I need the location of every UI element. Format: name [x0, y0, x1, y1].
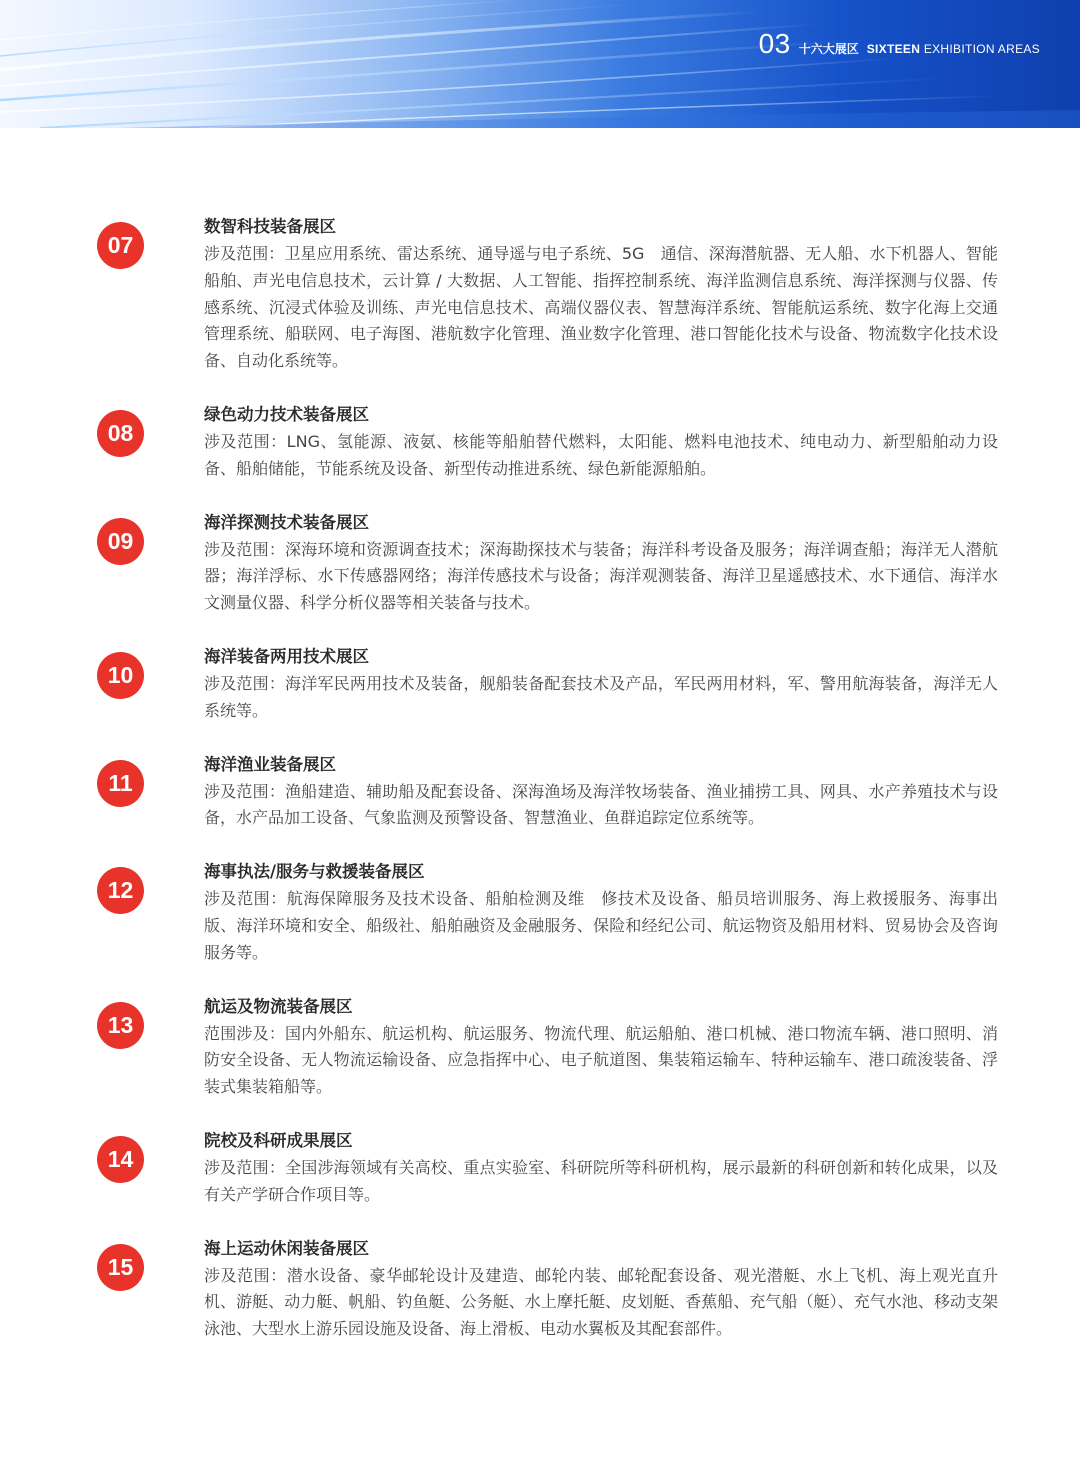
- area-title: 数智科技装备展区: [204, 217, 336, 236]
- section-title-en-rest: EXHIBITION AREAS: [920, 42, 1040, 56]
- exhibition-area-11: [0, 752, 1080, 833]
- light-streaks-graphic: [0, 0, 1080, 128]
- area-content: [204, 214, 998, 375]
- exhibition-area-09: [0, 510, 1080, 617]
- section-title-cn: 十六大展区: [798, 42, 859, 56]
- exhibition-area-10: [0, 644, 1080, 725]
- area-number-badge: 11: [97, 760, 144, 807]
- area-title: 院校及科研成果展区: [204, 1130, 353, 1150]
- area-number-badge: 14: [97, 1136, 144, 1183]
- area-content: [204, 994, 998, 1101]
- section-number: 03: [758, 28, 791, 59]
- area-content: [204, 644, 998, 725]
- exhibition-area-15: [0, 1236, 1080, 1343]
- area-title: 海洋装备两用技术展区: [204, 646, 369, 666]
- exhibition-area-07: [0, 214, 1080, 375]
- exhibition-area-14: [0, 1128, 1080, 1209]
- area-description: 涉及范围：深海环境和资源调查技术；深海勘探技术与装备；海洋科考设备及服务；海洋调查船；海洋无人潜航器；海洋浮标、水下传感器网络；海洋传感技术与设备；海洋观测装备、海洋卫星遥感技术、水下通信、海洋水文测量仪器、科学分析仪器等相关装备与技术。: [204, 539, 998, 613]
- area-number-badge: 13: [97, 1002, 144, 1049]
- area-description: 涉及范围：潜水设备、豪华邮轮设计及建造、邮轮内装、邮轮配套设备、观光潜艇、水上飞机、海上观光直升机、游艇、动力艇、帆船、钓鱼艇、公务艇、水上摩托艇、皮划艇、香蕉船、充气船（艇）、充气水池、移动支架泳池、大型水上游乐园设施及设备、海上滑板、电动水翼板及其配套部件。: [204, 1265, 998, 1339]
- area-number-badge: 09: [97, 518, 144, 565]
- area-description: 涉及范围：海洋军民两用技术及装备，舰船装备配套技术及产品，军民两用材料，军、警用航海装备，海洋无人系统等。: [204, 673, 998, 720]
- area-number-badge: 08: [97, 410, 144, 457]
- area-title: 航运及物流装备展区: [204, 996, 353, 1016]
- section-header: [759, 28, 1040, 60]
- area-description: 涉及范围：渔船建造、辅助船及配套设备、深海渔场及海洋牧场装备、渔业捕捞工具、网具、水产养殖技术与设备，水产品加工设备、气象监测及预警设备、智慧渔业、鱼群追踪定位系统等。: [204, 781, 998, 828]
- exhibition-area-list: [0, 210, 1080, 1370]
- area-description: 涉及范围：全国涉海领域有关高校、重点实验室、科研院所等科研机构，展示最新的科研创新和转化成果，以及有关产学研合作项目等。: [204, 1157, 998, 1204]
- area-number-badge: 10: [97, 652, 144, 699]
- area-content: [204, 752, 998, 833]
- exhibition-area-08: [0, 402, 1080, 483]
- area-content: [204, 1128, 998, 1209]
- header-banner: [0, 0, 1080, 128]
- area-title: 海洋渔业装备展区: [204, 754, 336, 774]
- area-number-badge: 07: [97, 222, 144, 269]
- area-content: [204, 859, 998, 966]
- area-title: 海洋探测技术装备展区: [204, 512, 369, 532]
- area-description: 涉及范围：航海保障服务及技术设备、船舶检测及维 修技术及设备、船员培训服务、海上救援服务、海事出版、海洋环境和安全、船级社、船舶融资及金融服务、保险和经纪公司、航运物资及船用材料、贸易协会及咨询服务等。: [204, 889, 998, 962]
- area-description: 涉及范围：LNG、氢能源、液氨、核能等船舶替代燃料，太阳能、燃料电池技术、纯电动力、新型船舶动力设备、船舶储能，节能系统及设备、新型传动推进系统、绿色新能源船舶。: [204, 431, 998, 478]
- area-content: [204, 1236, 998, 1343]
- section-title-en-bold: SIXTEEN: [866, 42, 921, 56]
- area-content: [204, 402, 998, 483]
- area-description: 范围涉及：国内外船东、航运机构、航运服务、物流代理、航运船舶、港口机械、港口物流车辆、港口照明、消防安全设备、无人物流运输设备、应急指挥中心、电子航道图、集装箱运输车、特种运输车、港口疏浚装备、浮装式集装箱船等。: [204, 1023, 998, 1097]
- section-title-en: [867, 42, 1040, 56]
- area-number-badge: 12: [97, 867, 144, 914]
- area-title: 绿色动力技术装备展区: [204, 404, 369, 424]
- area-title: 海上运动休闲装备展区: [204, 1238, 369, 1258]
- area-title: 海事执法/服务与救援装备展区: [204, 862, 425, 882]
- exhibition-area-12: [0, 859, 1080, 966]
- exhibition-area-13: [0, 994, 1080, 1101]
- area-number-badge: 15: [97, 1244, 144, 1291]
- area-content: [204, 510, 998, 617]
- area-description: 涉及范围：卫星应用系统、雷达系统、通导遥与电子系统、5G 通信、深海潜航器、无人船、水下机器人、智能船舶、声光电信息技术，云计算 / 大数据、人工智能、指挥控制系统、海洋监测信息系统、海洋探测与仪器、传感系统、沉浸式体验及训练、声光电信息技术、高端仪器仪表、智慧海洋系统、智能航运系统、数字化海上交通管理系统、船联网、电子海图、港航数字化管理、渔业数字化管理、港口智能化技术与设备、物流数字化技术设备、自动化系统等。: [204, 244, 998, 371]
